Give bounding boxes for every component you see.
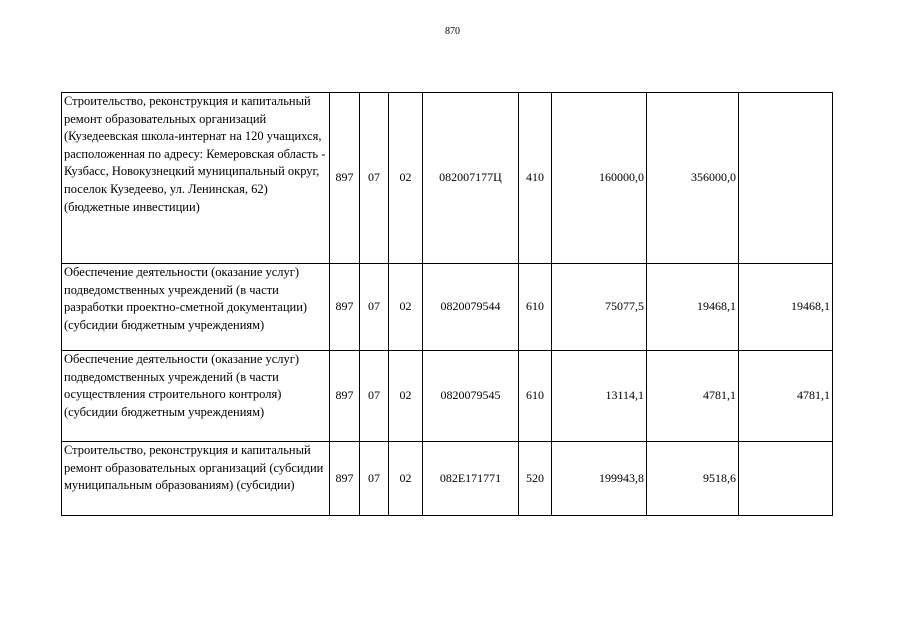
row-description: Строительство, реконструкция и капитальный ремонт образовательных организаций (Кузедеевская школа-интернат на 120 учащихся, расположенная по адресу: Кемеровская область - Кузбасс, Новокузнецкий муниципальный округ, поселок Кузедеево, ул. Ленинская, 62) (бюджетные инвестиции) (62, 93, 330, 264)
target-article-code: 0820079544 (423, 264, 519, 351)
ministry-code: 897 (330, 442, 360, 516)
subsection-code: 02 (389, 442, 423, 516)
section-code: 07 (360, 264, 389, 351)
table-row (62, 351, 833, 442)
amount-2: 356000,0 (647, 93, 739, 264)
amount-2: 4781,1 (647, 351, 739, 442)
budget-table (61, 92, 833, 516)
target-article-code: 0820079545 (423, 351, 519, 442)
page-number: 870 (445, 26, 460, 37)
amount-2: 19468,1 (647, 264, 739, 351)
expense-type-code: 610 (519, 264, 552, 351)
section-code: 07 (360, 442, 389, 516)
amount-1: 75077,5 (552, 264, 647, 351)
amount-3 (739, 93, 833, 264)
ministry-code: 897 (330, 351, 360, 442)
amount-1: 160000,0 (552, 93, 647, 264)
expense-type-code: 610 (519, 351, 552, 442)
row-description: Обеспечение деятельности (оказание услуг) подведомственных учреждений (в части осуществления строительного контроля) (субсидии бюджетным учреждениям) (62, 351, 330, 442)
target-article-code: 082Е171771 (423, 442, 519, 516)
subsection-code: 02 (389, 264, 423, 351)
amount-3: 19468,1 (739, 264, 833, 351)
ministry-code: 897 (330, 93, 360, 264)
table-row (62, 264, 833, 351)
amount-3 (739, 442, 833, 516)
expense-type-code: 520 (519, 442, 552, 516)
table-row (62, 442, 833, 516)
row-description: Обеспечение деятельности (оказание услуг) подведомственных учреждений (в части разработки проектно-сметной документации) (субсидии бюджетным учреждениям) (62, 264, 330, 351)
amount-3: 4781,1 (739, 351, 833, 442)
row-description: Строительство, реконструкция и капитальный ремонт образовательных организаций (субсидии муниципальным образованиям) (субсидии) (62, 442, 330, 516)
table-row (62, 93, 833, 264)
amount-1: 13114,1 (552, 351, 647, 442)
amount-1: 199943,8 (552, 442, 647, 516)
subsection-code: 02 (389, 93, 423, 264)
expense-type-code: 410 (519, 93, 552, 264)
ministry-code: 897 (330, 264, 360, 351)
subsection-code: 02 (389, 351, 423, 442)
target-article-code: 082007177Ц (423, 93, 519, 264)
amount-2: 9518,6 (647, 442, 739, 516)
section-code: 07 (360, 351, 389, 442)
section-code: 07 (360, 93, 389, 264)
